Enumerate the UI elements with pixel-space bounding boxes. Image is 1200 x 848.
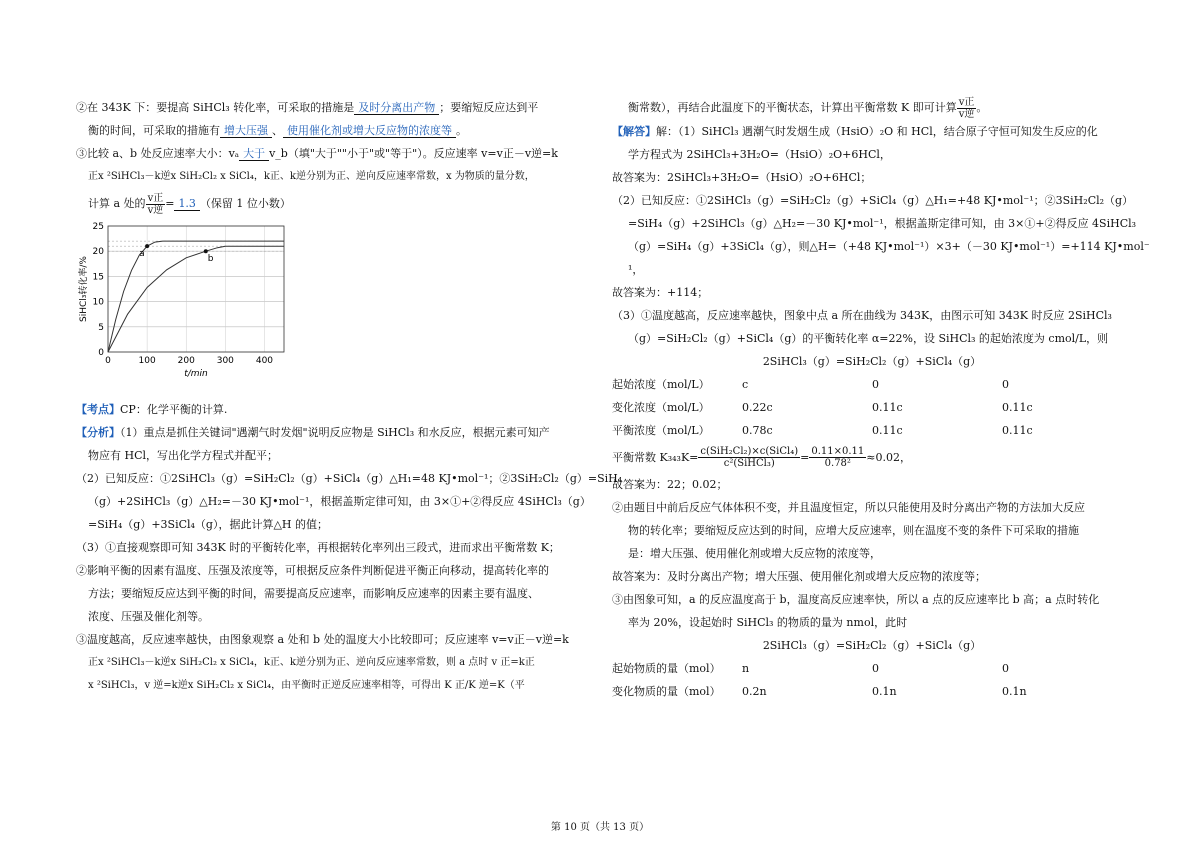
data-point	[204, 249, 208, 253]
row-label: 起始物质的量（mol）	[612, 662, 721, 675]
text: 。	[976, 101, 988, 114]
answer-line-2	[612, 120, 1132, 143]
question-line-1	[76, 96, 598, 119]
row-label: 变化浓度（mol/L）	[612, 400, 710, 414]
analysis-line-1	[76, 421, 598, 444]
answer-line-13: ②由题目中前后反应气体体积不变，并且温度恒定，所以只能使用及时分离出产物的方法加大反应	[612, 501, 1085, 514]
x-axis-label: t/min	[184, 368, 208, 379]
right-column	[612, 96, 1150, 703]
answer-line-8: ¹，	[628, 262, 644, 276]
table-row	[612, 657, 1132, 680]
cell: 0.2n	[742, 685, 767, 698]
numerator: 0.11×0.11	[811, 446, 865, 457]
text: =	[800, 450, 810, 464]
cell: 0.11c	[1002, 423, 1033, 437]
data-point	[145, 244, 149, 248]
text: CP：化学平衡的计算.	[120, 402, 228, 416]
cell: 0.11c	[1002, 400, 1033, 414]
numerator: v正	[958, 96, 975, 108]
kaodian-line	[76, 398, 598, 421]
point-label: a	[139, 248, 145, 259]
table-row	[612, 680, 1132, 703]
question-line-4: 正x ²SiHCl₃－k逆x SiH₂Cl₂ x SiCl₄，k正、k逆分别为正、逆向反应速率常数，x 为物质的量分数，	[88, 171, 535, 182]
cell: 0	[1002, 377, 1009, 391]
table-row	[612, 373, 1132, 396]
answer-line-17: ③由图象可知，a 的反应温度高于 b，温度高反应速率快，所以 a 点的反应速率比 b 高；a 点时转化	[612, 593, 1100, 606]
cell: 0	[1002, 662, 1009, 675]
text: （保留 1 位小数）	[199, 197, 291, 210]
analysis-line-8: 方法；要缩短反应达到平衡的时间，需要提高反应速率，而影响反应速率的因素主要有温度、	[88, 586, 539, 600]
answer-line-1	[612, 96, 1132, 120]
equation-1: 2SiHCl₃（g）=SiH₂Cl₂（g）+SiCl₄（g）	[762, 354, 982, 368]
answer-line-10: （3）①温度越高，反应速率越快，图象中点 a 所在曲线为 343K，由图示可知 343K 时反应 2SiHCl₃	[612, 308, 1112, 322]
numerator: c(SiH₂Cl₂)×c(SiCl₄)	[700, 446, 799, 457]
answer-line-15: 是：增大压强、使用催化剂或增大反应物的浓度等，	[628, 547, 881, 560]
cell: c	[742, 377, 749, 391]
text: 衡常数），再结合此温度下的平衡状态，计算出平衡常数 K 即可计算	[628, 101, 957, 114]
x-tick-label: 200	[177, 355, 195, 366]
text: =	[165, 197, 175, 210]
left-column	[76, 96, 623, 697]
answer-line-9: 故答案为：+114；	[612, 285, 709, 299]
analysis-line-5: =SiH₄（g）+3SiCl₄（g），据此计算△H 的值；	[88, 517, 329, 531]
series-line	[108, 241, 284, 352]
analysis-line-7: ②影响平衡的因素有温度、压强及浓度等，可根据反应条件判断促进平衡正向移动，提高转化率的	[76, 563, 549, 577]
solution-tag: 【解答】	[612, 124, 656, 138]
analysis-tag: 【分析】	[76, 425, 120, 439]
equilibrium-constant-line	[612, 446, 1132, 470]
answer-line-4: 故答案为：2SiHCl₃+3H₂O=（HsiO）₂O+6HCl；	[612, 170, 872, 184]
text: ③比较 a、b 处反应速率大小：vₐ	[76, 147, 240, 160]
denominator: v逆	[147, 204, 164, 216]
text: ；要缩短反应达到平	[439, 101, 539, 114]
y-tick-label: 20	[92, 246, 104, 257]
analysis-line-11: 正x ²SiHCl₃－k逆x SiH₂Cl₂ x SiCl₄，k正、k逆分别为正、逆向反应速率常数，则 a 点时 v 正=k正	[88, 656, 535, 668]
text: ≈0.02，	[866, 450, 911, 464]
answer-line-14: 物的转化率；要缩短反应达到的时间，应增大反应速率，则在温度不变的条件下可采取的措施	[628, 524, 1079, 537]
text: （1）重点是抓住关键词"遇潮气时发烟"说明反应物是 SiHCl₃ 和水反应，根据元素可知产	[120, 425, 550, 439]
answer-line-12: 故答案为：22；0.02；	[612, 478, 728, 491]
cell: 0.1n	[872, 685, 897, 698]
analysis-line-12: x ²SiHCl₃，v 逆=k逆x SiH₂Cl₂ x SiCl₄，由平衡时正逆反应速率相等，可得出 K 正/K 逆=K（平	[88, 679, 525, 691]
question-line-3	[76, 142, 598, 165]
row-label: 平衡浓度（mol/L）	[612, 423, 710, 437]
cell: 0	[872, 662, 879, 675]
point-label: b	[207, 253, 214, 264]
kaodian-tag: 【考点】	[76, 402, 120, 416]
text: ②在 343K 下：要提高 SiHCl₃ 转化率，可采取的措施是	[76, 101, 355, 114]
y-tick-label: 10	[92, 297, 104, 308]
answer-blank-4: 大于	[239, 147, 269, 161]
conversion-chart	[76, 220, 296, 380]
text: 解：（1）SiHCl₃ 遇潮气时发烟生成（HsiO）₂O 和 HCl，结合原子守恒可知发生反应的化	[656, 124, 1098, 138]
cell: 0.11c	[872, 423, 903, 437]
cell: n	[742, 662, 750, 675]
y-tick-label: 25	[92, 221, 104, 232]
x-tick-label: 100	[138, 355, 156, 366]
question-line-5	[76, 192, 598, 216]
table-row	[612, 396, 1132, 419]
y-tick-label: 15	[92, 271, 104, 282]
answer-line-11: （g）=SiH₂Cl₂（g）+SiCl₄（g）的平衡转化率 α=22%，设 SiHCl₃ 的起始浓度为 cmol/L，则	[628, 331, 1109, 345]
numerator: v正	[147, 192, 164, 204]
fraction-v-ratio	[146, 193, 166, 216]
equation-2: 2SiHCl₃（g）=SiH₂Cl₂（g）+SiCl₄（g）	[762, 639, 982, 652]
answer-blank-3: 使用催化剂或增大反应物的浓度等	[283, 124, 456, 138]
text: 平衡常数 K₃₄₃K=	[612, 450, 699, 464]
answer-blank-2: 增大压强	[220, 124, 272, 138]
cell: 0.78c	[742, 423, 773, 437]
analysis-line-9: 浓度、压强及催化剂等。	[88, 609, 209, 623]
text: 。	[456, 124, 467, 137]
denominator: c²(SiHCl₃)	[723, 458, 775, 469]
text: 衡的时间，可采取的措施有	[88, 124, 220, 137]
question-line-2	[76, 119, 598, 142]
analysis-line-10: ③温度越高，反应速率越快，由图象观察 a 处和 b 处的温度大小比较即可；反应速率 v=v正－v逆=k	[76, 632, 569, 646]
x-tick-label: 400	[255, 355, 274, 366]
analysis-line-6: （3）①直接观察即可知 343K 时的平衡转化率，再根据转化率列出三段式，进而求出平衡常数 K；	[76, 540, 560, 554]
denominator: 0.78²	[824, 458, 851, 469]
text: v_b（填"大于""小于"或"等于"）。反应速率 v=v正－v逆=k	[269, 147, 558, 160]
x-tick-label: 0	[105, 355, 111, 366]
answer-line-6: =SiH₄（g）+2SiHCl₃（g）△H₂=－30 KJ•mol⁻¹，根据盖斯定律可知，由 3×①+②得反应 4SiHCl₃	[628, 216, 1137, 230]
answer-line-5: （2）已知反应：①2SiHCl₃（g）=SiH₂Cl₂（g）+SiCl₄（g）△H₁=+48 KJ•mol⁻¹；②3SiH₂Cl₂（g）	[612, 193, 1134, 207]
analysis-line-4: （g）+2SiHCl₃（g）△H₂=－30 KJ•mol⁻¹，根据盖斯定律可知，由 3×①+②得反应 4SiHCl₃（g）	[88, 494, 591, 508]
cell: 0.1n	[1002, 685, 1027, 698]
answer-blank-5: 1.3	[174, 197, 200, 211]
plot-frame	[108, 226, 284, 352]
table-row	[612, 419, 1132, 442]
series-line	[108, 246, 284, 352]
y-tick-label: 0	[98, 347, 104, 358]
x-tick-label: 300	[216, 355, 234, 366]
row-label: 变化物质的量（mol）	[612, 685, 721, 698]
analysis-line-3: （2）已知反应：①2SiHCl₃（g）=SiH₂Cl₂（g）+SiCl₄（g）△H₁=48 KJ•mol⁻¹；②3SiH₂Cl₂（g）=SiH₄	[76, 471, 623, 485]
denominator: v逆	[958, 108, 975, 120]
cell: 0.22c	[742, 400, 773, 414]
answer-line-18: 率为 20%，设起始时 SiHCl₃ 的物质的量为 nmol，此时	[628, 616, 908, 629]
page-footer: 第 10 页（共 13 页）	[550, 822, 650, 833]
y-axis-label: SiHCl₃转化率/%	[79, 255, 89, 322]
text: 、	[272, 124, 283, 137]
answer-line-16: 故答案为：及时分离出产物；增大压强、使用催化剂或增大反应物的浓度等；	[612, 570, 986, 583]
y-tick-label: 5	[98, 322, 104, 333]
answer-blank-1: 及时分离出产物	[354, 101, 439, 115]
fraction-v-ratio-2	[957, 97, 977, 120]
analysis-line-2: 物应有 HCl，写出化学方程式并配平；	[88, 448, 279, 462]
fraction-k	[698, 446, 800, 469]
text: 计算 a 处的	[88, 197, 146, 210]
fraction-k-value	[809, 446, 866, 469]
answer-line-7: （g）=SiH₄（g）+3SiCl₄（g），则△H=（+48 KJ•mol⁻¹）×3+（－30 KJ•mol⁻¹）=+114 KJ•mol⁻	[628, 239, 1150, 253]
row-label: 起始浓度（mol/L）	[612, 377, 710, 391]
answer-line-3: 学方程式为 2SiHCl₃+3H₂O=（HsiO）₂O+6HCl，	[628, 147, 891, 161]
cell: 0	[872, 377, 879, 391]
cell: 0.11c	[872, 400, 903, 414]
